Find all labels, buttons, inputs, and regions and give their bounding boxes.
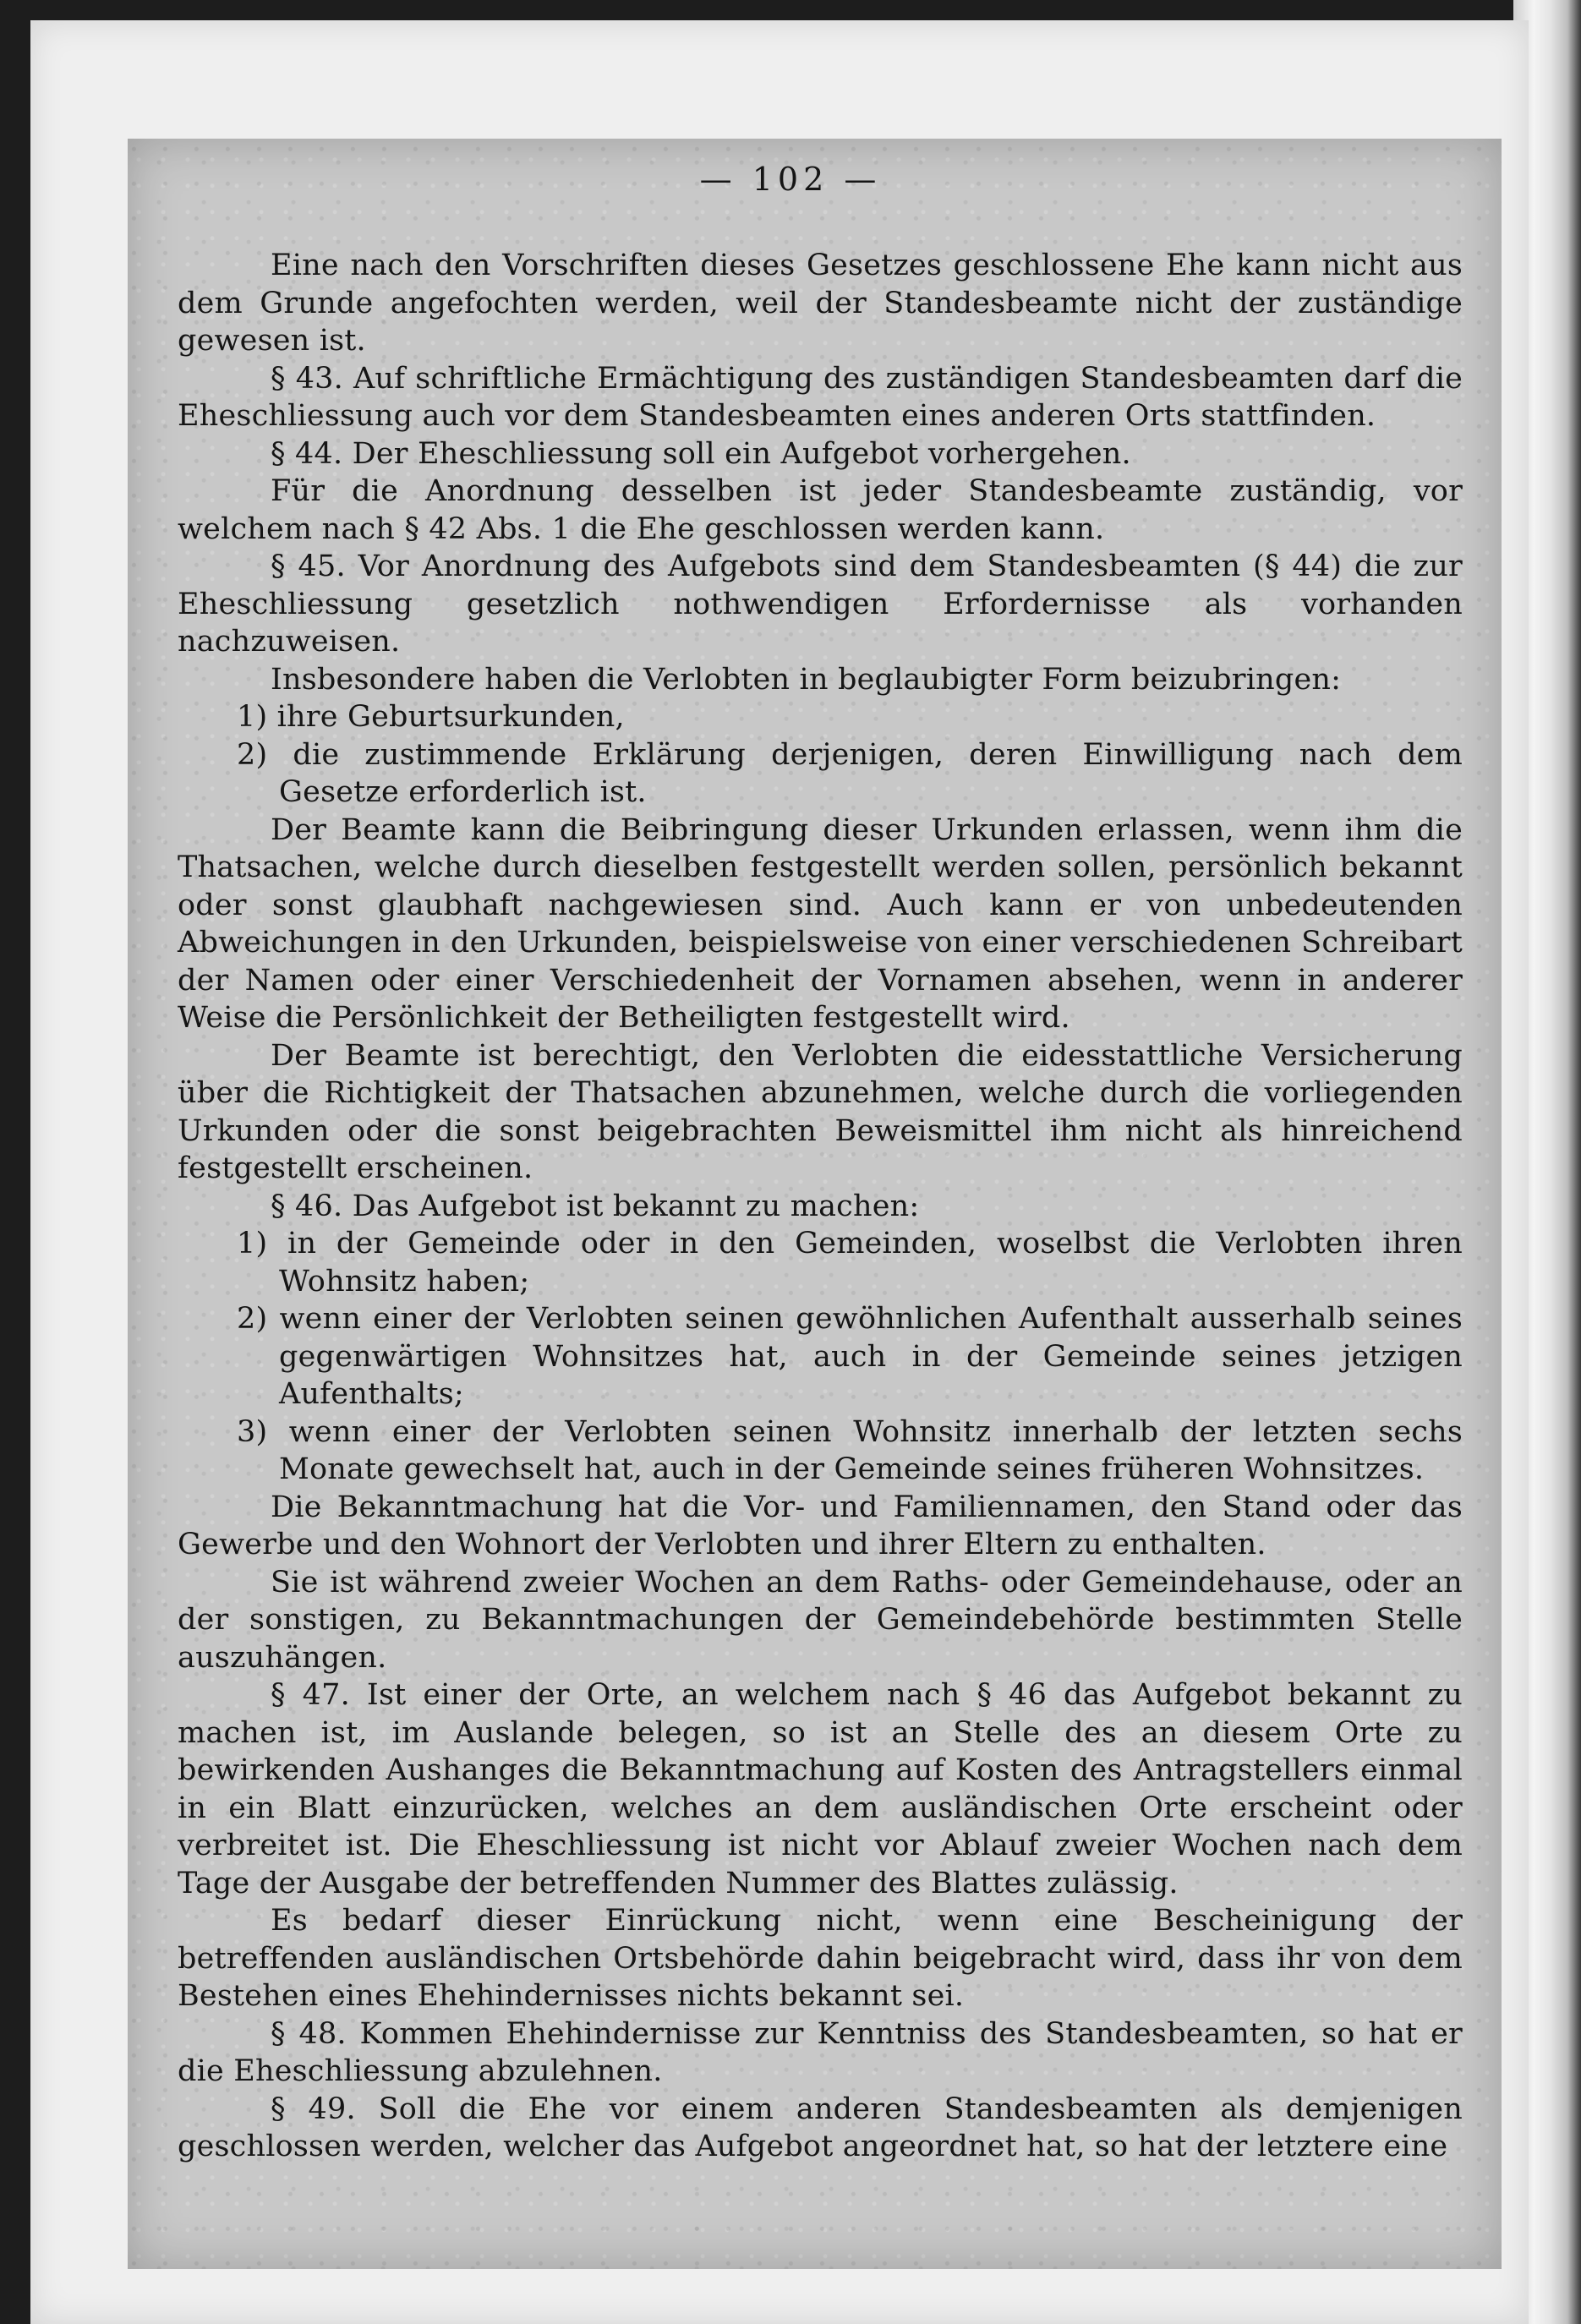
section-47: § 47. Ist einer der Orte, an welchem nach § 46 das Aufgebot bekannt zu machen ist, im Auslande belegen, so ist an Stelle des an diesem Orte zu bewirkenden Aushanges die Bekanntmachung auf Kosten des Antragstellers einmal in ein Blatt einzurücken, welches an dem ausländischen Orte erscheint oder verbreitet ist. Die Eheschliessung ist nicht vor Ablauf zweier Wochen nach dem Tage der Ausgabe der betreffenden Nummer des Blattes zulässig. [178,1678,1463,1900]
paragraph: Es bedarf dieser Einrückung nicht, wenn eine Bescheinigung der betreffenden ausländischen Ortsbehörde dahin beigebracht wird, dass ihr von dem Bestehen eines Ehehindernisses nichts bekannt sei. [178,1904,1463,2013]
list-item: 1) in der Gemeinde oder in den Gemeinden, woselbst die Verlobten ihren Wohnsitz haben; [237,1227,1463,1299]
paragraph: Der Beamte ist berechtigt, den Verlobten die eidesstattliche Versicherung über die Richtigkeit der Thatsachen abzunehmen, welche durch die vorliegenden Urkunden oder die sonst beigebrachten Beweismittel ihm nicht als hinreichend festgestellt erscheinen. [178,1038,1463,1185]
body-text [178,247,1463,2166]
paragraph: Insbesondere haben die Verlobten in beglaubigter Form beizubringen: [271,662,1342,697]
section-49: § 49. Soll die Ehe vor einem anderen Standesbeamten als demjenigen geschlossen werden, welcher das Aufgebot angeordnet hat, so hat der letztere eine [178,2092,1463,2163]
section-45: § 45. Vor Anordnung des Aufgebots sind dem Standesbeamten (§ 44) die zur Eheschliessung gesetzlich nothwendigen Erfordernisse als vorhanden nachzuweisen. [178,550,1463,659]
page-number-text: — 102 — [699,161,882,198]
section-44: § 44. Der Eheschliessung soll ein Aufgebot vorhergehen. [271,436,1131,471]
section-48: § 48. Kommen Ehehindernisse zur Kenntniss des Standesbeamten, so hat er die Eheschliessung abzulehnen. [178,2016,1463,2088]
list-item: 2) die zustimmende Erklärung derjenigen, deren Einwilligung nach dem Gesetze erforderlich ist. [237,737,1463,809]
paragraph: Die Bekanntmachung hat die Vor- und Familiennamen, den Stand oder das Gewerbe und den Wohnort der Verlobten und ihrer Eltern zu enthalten. [178,1490,1463,1561]
list-item: 1) ihre Geburtsurkunden, [237,700,625,734]
page-number [0,161,1581,198]
paragraph: Sie ist während zweier Wochen an dem Raths- oder Gemeindehause, oder an der sonstigen, zu Bekanntmachungen der Gemeindebehörde bestimmten Stelle auszuhängen. [178,1565,1463,1675]
section-46: § 46. Das Aufgebot ist bekannt zu machen: [271,1189,920,1223]
paragraph: Für die Anordnung desselben ist jeder Standesbeamte zuständig, vor welchem nach § 42 Abs. 1 die Ehe geschlossen werden kann. [178,474,1463,546]
list-item: 3) wenn einer der Verlobten seinen Wohnsitz innerhalb der letzten sechs Monate gewechselt hat, auch in der Gemeinde seines früheren Wohnsitzes. [237,1414,1463,1486]
paragraph: Der Beamte kann die Beibringung dieser Urkunden erlassen, wenn ihm die Thatsachen, welche durch dieselben festgestellt werden sollen, persönlich bekannt oder sonst glaubhaft nachgewiesen sind. Auch kann er von unbedeutenden Abweichungen in den Urkunden, beispielsweise von einer verschiedenen Schreibart der Namen oder einer Verschiedenheit der Vornamen absehen, wenn in anderer Weise die Persönlichkeit der Betheiligten festgestellt wird. [178,812,1463,1035]
section-43: § 43. Auf schriftliche Ermächtigung des zuständigen Standesbeamten darf die Eheschliessung auch vor dem Standesbeamten eines anderen Orts stattfinden. [178,361,1463,433]
list-item: 2) wenn einer der Verlobten seinen gewöhnlichen Aufenthalt ausserhalb seines gegenwärtigen Wohnsitzes hat, auch in der Gemeinde seines jetzigen Aufenthalts; [237,1302,1463,1411]
paragraph: Eine nach den Vorschriften dieses Gesetzes geschlossene Ehe kann nicht aus dem Grunde angefochten werden, weil der Standesbeamte nicht der zuständige gewesen ist. [178,249,1463,358]
